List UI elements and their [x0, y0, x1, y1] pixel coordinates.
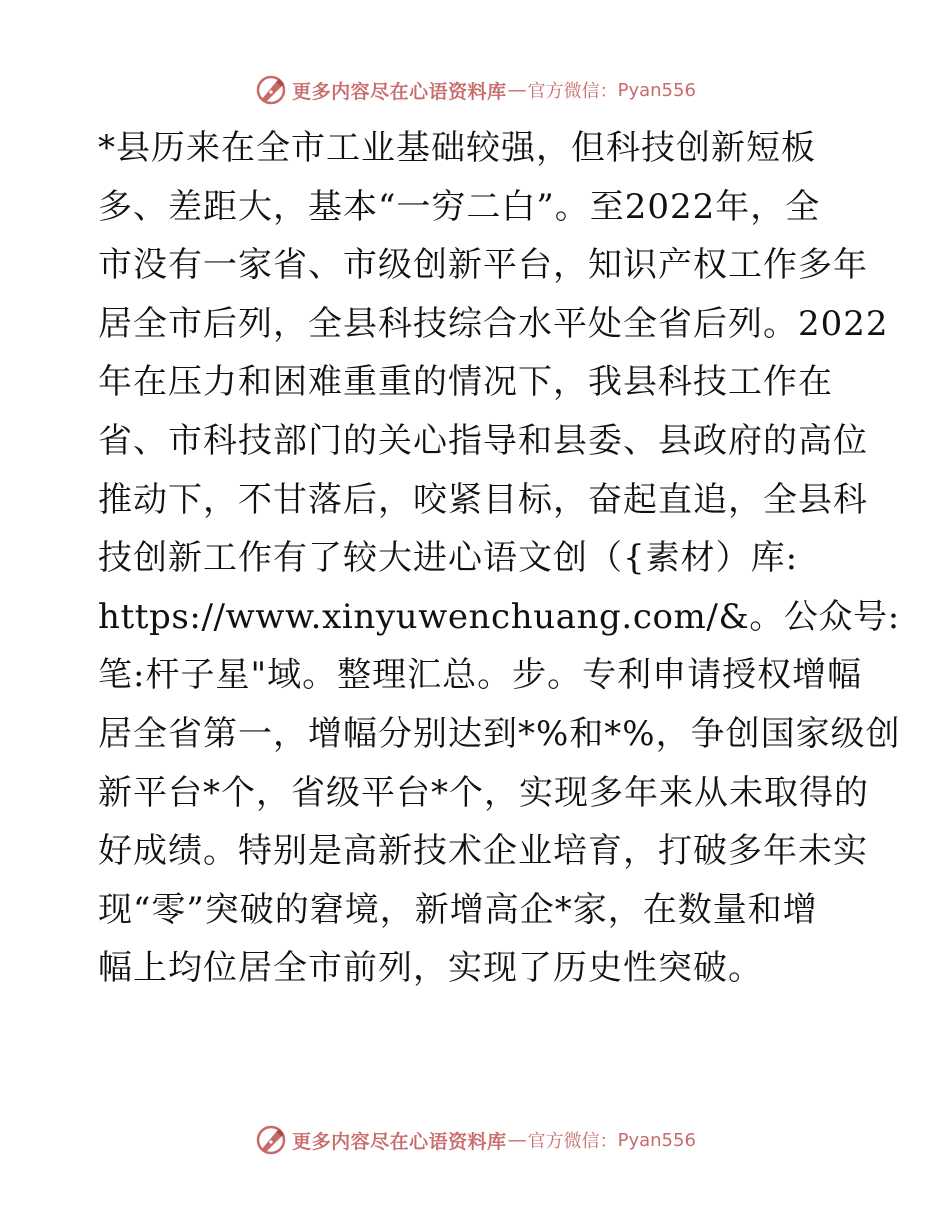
pen-nib-logo-icon — [254, 1123, 288, 1157]
body-line: 技创新工作有了较大进心语文创（{素材）库: — [98, 538, 799, 579]
banner-dash: — — [507, 79, 527, 101]
body-line-url: https://www.xinyuwenchuang.com/&。公众号: — [98, 596, 900, 637]
body-line: 居全市后列，全县科技综合水平处全省后列。2022 — [98, 303, 889, 344]
footer-banner — [0, 1120, 950, 1160]
body-line: *县历来在全市工业基础较强，但科技创新短板 — [98, 128, 816, 168]
pen-nib-logo-icon — [254, 73, 288, 107]
banner-title: 更多内容尽在心语资料库 — [292, 1130, 507, 1153]
body-line: 笔:杆子星"域。整理汇总。步。专利申请授权增幅 — [98, 655, 863, 696]
body-line: 新平台*个，省级平台*个，实现多年来从未取得的 — [98, 772, 869, 813]
body-line: 好成绩。特别是高新技术企业培育，打破多年未实 — [98, 831, 868, 872]
banner-wechat-handle: Pyan556 — [617, 79, 696, 101]
body-line: 居全省第一，增幅分别达到*%和*%，争创国家级创 — [98, 713, 901, 754]
body-line: 幅上均位居全市前列，实现了历史性突破。 — [98, 948, 763, 989]
body-line: 年在压力和困难重重的情况下，我县科技工作在 — [98, 362, 833, 403]
banner-wechat-handle: Pyan556 — [617, 1129, 696, 1151]
header-banner — [0, 70, 950, 110]
body-line: 现“零”突破的窘境，新增高企*家，在数量和增 — [98, 889, 818, 930]
body-line: 省、市科技部门的关心指导和县委、县政府的高位 — [98, 420, 868, 461]
banner-title: 更多内容尽在心语资料库 — [292, 80, 507, 103]
body-line: 推动下，不甘落后，咬紧目标，奋起直追，全县科 — [98, 479, 868, 520]
body-line: 市没有一家省、市级创新平台，知识产权工作多年 — [98, 245, 868, 286]
banner-dash: — — [507, 1129, 527, 1151]
banner-wechat-label: 官方微信： — [527, 81, 618, 102]
document-body — [98, 119, 901, 998]
body-line: 多、差距大，基本“一穷二白”。至2022年，全 — [98, 186, 821, 227]
banner-wechat-label: 官方微信： — [527, 1131, 618, 1152]
